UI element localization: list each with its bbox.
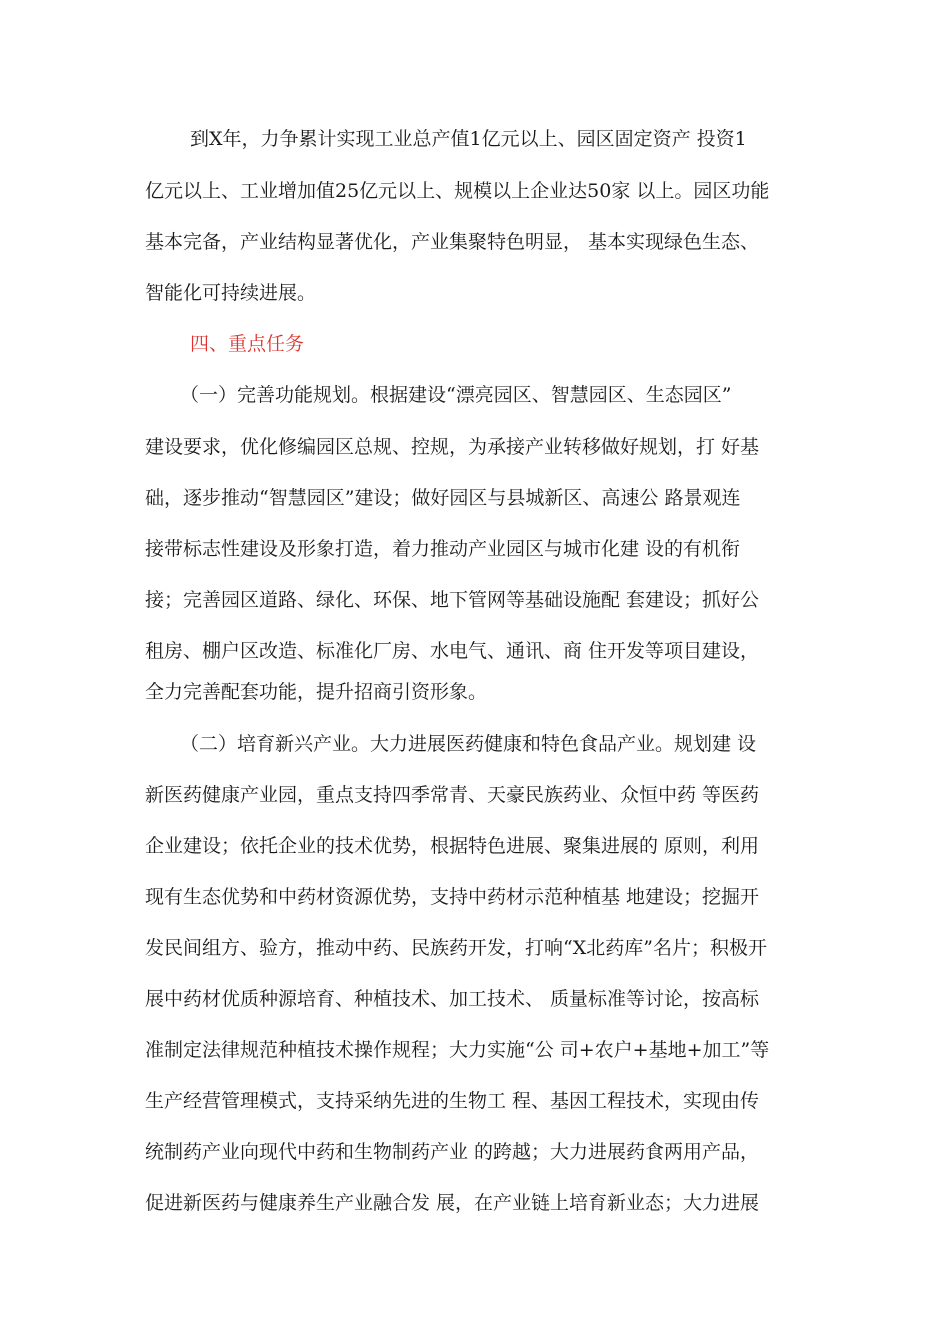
paragraph-3-line-6: 展中药材优质种源培育、种植技术、加工技术、 质量标准等讨论，按高标 bbox=[145, 988, 760, 1010]
paragraph-2-line-2: 建设要求，优化修编园区总规、控规，为承接产业转移做好规划，打 好基 bbox=[145, 436, 760, 458]
paragraph-3-line-5: 发民间组方、验方，推动中药、民族药开发，打响“X北药库”名片；积极开 bbox=[145, 937, 767, 959]
paragraph-1-line-1: 到X年，力争累计实现工业总产值1亿元以上、园区固定资产 投资1 bbox=[190, 128, 747, 150]
paragraph-1-line-3: 基本完备，产业结构显著优化，产业集聚特色明显， 基本实现绿色生态、 bbox=[145, 231, 760, 253]
paragraph-3-line-4: 现有生态优势和中药材资源优势，支持中药材示范种植基 地建设；挖掘开 bbox=[145, 886, 760, 908]
paragraph-3-line-1: （二）培育新兴产业。大力进展医药健康和特色食品产业。规划建 设 bbox=[180, 733, 757, 755]
paragraph-1-line-2: 亿元以上、工业增加值25亿元以上、规模以上企业达50家 以上。园区功能 bbox=[145, 180, 770, 202]
paragraph-3-line-9: 统制药产业向现代中药和生物制药产业 的跨越；大力进展药食两用产品， bbox=[145, 1141, 760, 1163]
paragraph-2-line-3: 础，逐步推动“智慧园区”建设；做好园区与县城新区、高速公 路景观连 bbox=[145, 487, 741, 509]
paragraph-3-line-8: 生产经营管理模式，支持采纳先进的生物工 程、基因工程技术，实现由传 bbox=[145, 1090, 760, 1112]
section-heading: 四、重点任务 bbox=[190, 333, 305, 355]
paragraph-2-line-1: （一）完善功能规划。根据建设“漂亮园区、智慧园区、生态园区” bbox=[180, 384, 732, 406]
paragraph-3-line-7: 准制定法律规范种植技术操作规程；大力实施“公 司+农户+基地+加工”等 bbox=[145, 1039, 770, 1061]
paragraph-3-line-3: 企业建设；依托企业的技术优势，根据特色进展、聚集进展的 原则，利用 bbox=[145, 835, 760, 857]
paragraph-2-line-7: 全力完善配套功能，提升招商引资形象。 bbox=[145, 681, 488, 703]
paragraph-3-line-10: 促进新医药与健康养生产业融合发 展，在产业链上培育新业态；大力进展 bbox=[145, 1192, 760, 1214]
paragraph-2-line-4: 接带标志性建设及形象打造，着力推动产业园区与城市化建 设的有机衔 bbox=[145, 538, 741, 560]
paragraph-3-line-2: 新医药健康产业园，重点支持四季常青、天豪民族药业、众恒中药 等医药 bbox=[145, 784, 760, 806]
paragraph-2-line-6: 租房、棚户区改造、标准化厂房、水电气、通讯、商 住开发等项目建设， bbox=[145, 640, 760, 662]
paragraph-1-line-4: 智能化可持续进展。 bbox=[145, 282, 317, 304]
paragraph-2-line-5: 接；完善园区道路、绿化、环保、地下管网等基础设施配 套建设；抓好公 bbox=[145, 589, 760, 611]
